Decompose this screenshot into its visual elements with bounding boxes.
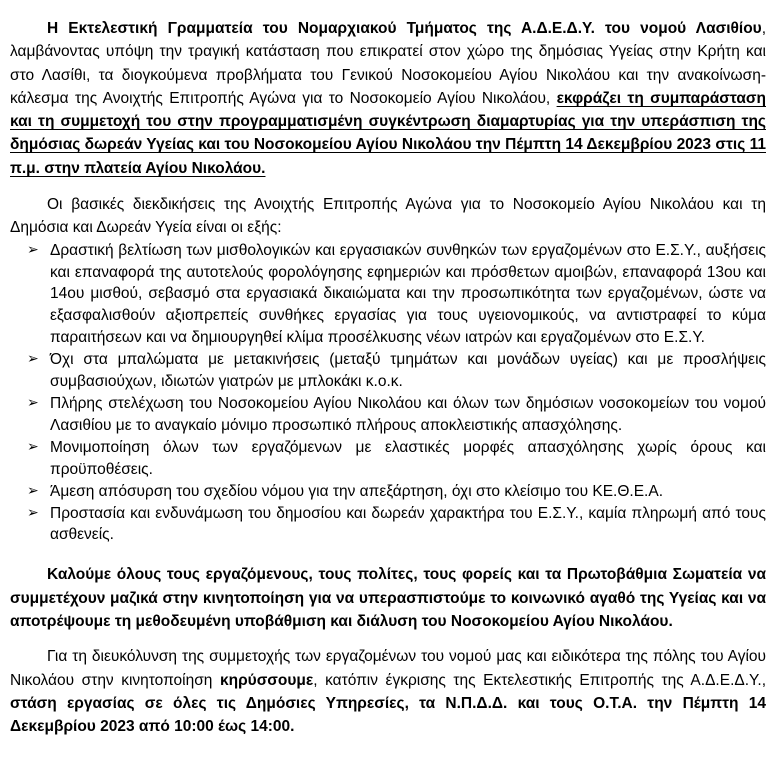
demand-text: Δραστική βελτίωση των μισθολογικών και εργασιακών συνθηκών των εργαζομένων στο Ε.Σ.Υ., αυξήσεις και επαναφορά της αυτοτελούς φορολόγησης εφημεριών και πρόσθετων αμοιβών, επαναφορά 13ου και 14ου μισθού, σεβασμό στα εργασιακά δικαιώματα και την προσωπικότητα των εργαζομένων, ώστε να εξασφαλισθούν αξιοπρεπείς συνθήκες εργασίας για τους υγειονομικούς, να αντιστραφεί το κύμα παραιτήσεων και να δημιουργηθεί κλίμα προσέλκυσης νέων ιατρών και εργαζομένων στο Ε.Σ.Υ. bbox=[50, 241, 766, 347]
arrow-bullet-icon: ➢ bbox=[27, 438, 39, 455]
strike-intro-text: Για τη διευκόλυνση της συμμετοχής των εργαζομένων του νομού μας και ειδικότερα της πόλης του Αγίου Νικολάου στην κινητοποίηση bbox=[10, 648, 766, 689]
arrow-bullet-icon: ➢ bbox=[27, 504, 39, 521]
intro-bold-lead: Η Εκτελεστική Γραμματεία του Νομαρχιακού Τμήματος της Α.Δ.Ε.Δ.Υ. του νομού Λασιθίου bbox=[47, 20, 762, 37]
list-item bbox=[10, 503, 766, 547]
demand-text: Όχι στα μπαλώματα με μετακινήσεις (μεταξύ τμημάτων και μονάδων υγείας) και με προσλήψεις συμβασιούχων, ιδιωτών γιατρών με μπλοκάκι κ.ο.κ. bbox=[50, 351, 766, 391]
demand-text: Μονιμοποίηση όλων των εργαζόμενων με ελαστικές μορφές απασχόλησης χωρίς όρους και προϋποθέσεις. bbox=[50, 438, 766, 478]
arrow-bullet-icon: ➢ bbox=[27, 395, 39, 412]
call-to-action-paragraph: Καλούμε όλους τους εργαζόμενους, τους πολίτες, τους φορείς και τα Πρωτοβάθμια Σωματεία να συμμετέχουν μαζικά στην κινητοποίηση για να υπερασπιστούμε το κοινωνικό αγαθό της Υγείας και να αποτρέψουμε τη μεθοδευμένη υποβάθμιση και διάλυση του Νοσοκομείου Αγίου Νικολάου. bbox=[10, 566, 766, 630]
list-item bbox=[10, 349, 766, 393]
demands-list bbox=[10, 240, 766, 547]
approval-text: , κατόπιν έγκρισης της Εκτελεστικής Επιτροπής της Α.Δ.Ε.Δ.Υ., bbox=[313, 671, 767, 689]
list-item bbox=[10, 240, 766, 350]
rally-announcement-text: εκφράζει τη συμπαράσταση και τη συμμετοχή του στην προγραμματισμένη συγκέντρωση διαμαρτυρίας για την υπεράσπιση της δημόσιας δωρεάν Υγείας και του Νοσοκομείου Αγίου Νικολάου την Πέμπτη 14 Δεκεμβρίου 2023 στις 11 π.μ. στην πλατεία Αγίου Νικολάου. bbox=[10, 89, 766, 177]
list-item bbox=[10, 393, 766, 437]
arrow-bullet-icon: ➢ bbox=[27, 351, 39, 368]
list-item bbox=[10, 481, 766, 503]
demands-intro-paragraph: Οι βασικές διεκδικήσεις της Ανοιχτής Επιτροπής Αγώνα για το Νοσοκομείο Αγίου Νικολάου και τη Δημόσια και Δωρεάν Υγεία είναι οι εξής: bbox=[10, 196, 766, 237]
demand-text: Πλήρης στελέχωση του Νοσοκομείου Αγίου Νικολάου και όλων των δημόσιων νοσοκομείων του νομού Λασιθίου με το αναγκαίο μόνιμο προσωπικό πλήρους αποκλειστικής απασχόλησης. bbox=[50, 395, 766, 434]
list-item bbox=[10, 437, 766, 481]
intro-body-text: , λαμβάνοντας υπόψη την τραγική κατάσταση που επικρατεί στον χώρο της δημόσιας Υγείας στην Κρήτη και στο Λασίθι, τα διογκούμενα προβλήματα του Γενικού Νοσοκομείου Αγίου Νικολάου και την ανακοίνωση-κάλεσμα της Ανοιχτής Επιτροπής Αγώνα για το Νοσοκομείο Αγίου Νικολάου, bbox=[10, 20, 766, 107]
arrow-bullet-icon: ➢ bbox=[27, 482, 39, 499]
arrow-bullet-icon: ➢ bbox=[27, 241, 39, 258]
demand-text: Άμεση απόσυρση του σχεδίου νόμου για την απεξάρτηση, όχι στο κλείσιμο του ΚΕ.Θ.Ε.Α. bbox=[50, 482, 664, 500]
work-stoppage-bold-text: στάση εργασίας σε όλες τις Δημόσιες Υπηρεσίες, τα Ν.Π.Δ.Δ. και τους Ο.Τ.Α. την Πέμπτη 14 Δεκεμβρίου 2023 από 10:00 έως 14:00. bbox=[10, 694, 766, 736]
strike-announcement-paragraph bbox=[10, 645, 766, 738]
intro-paragraph bbox=[10, 17, 766, 180]
demand-text: Προστασία και ενδυνάμωση του δημοσίου και δωρεάν χαρακτήρα του Ε.Σ.Υ., καμία πληρωμή από τους ασθενείς. bbox=[50, 504, 766, 544]
declare-bold-text: κηρύσσουμε bbox=[219, 671, 314, 689]
